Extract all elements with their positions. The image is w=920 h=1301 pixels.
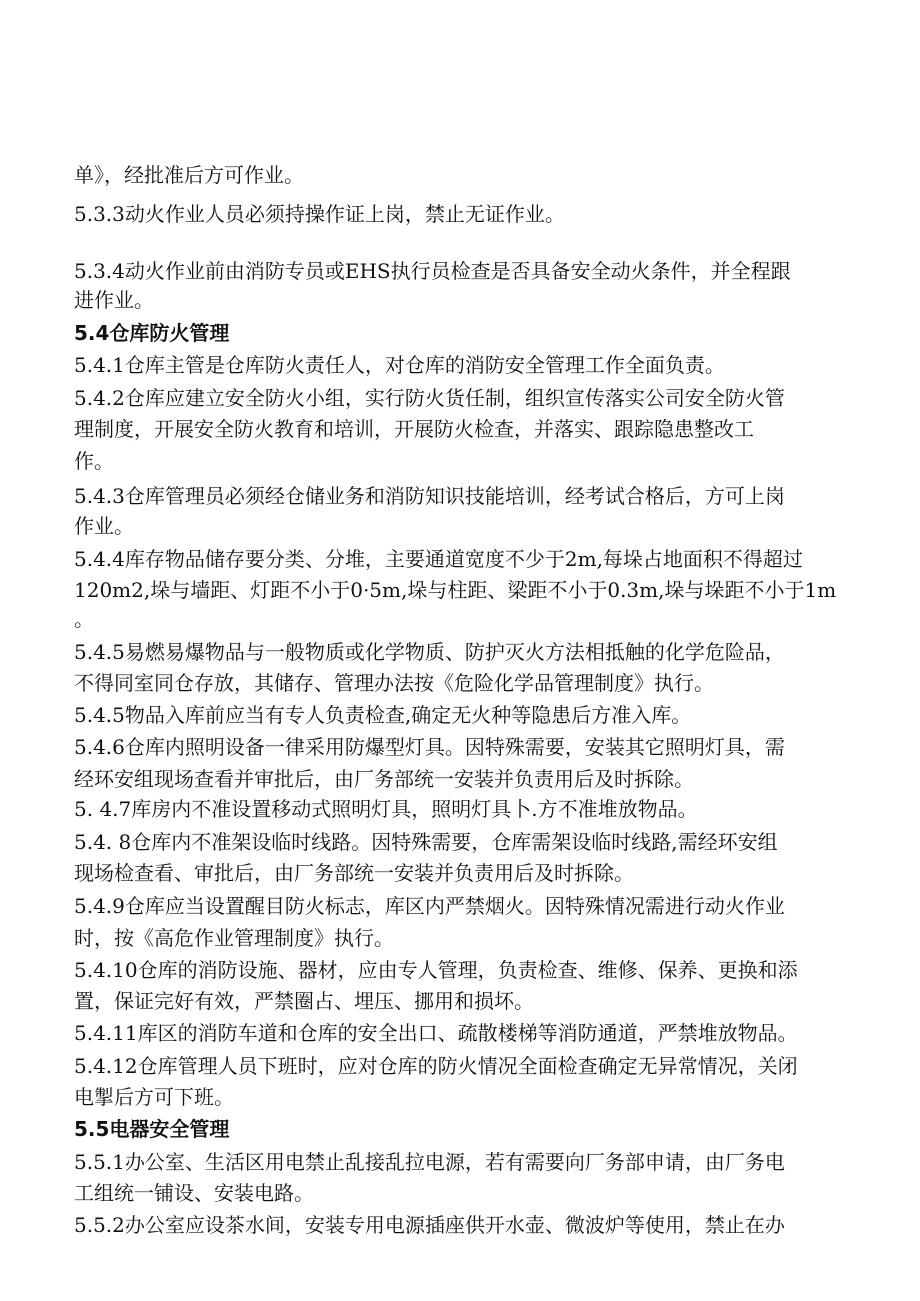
text-line: 电掣后方可下班。	[74, 1085, 234, 1109]
text-line: 5.4.6仓库内照明设备一律采用防爆型灯具。因特殊需要，安装其它照明灯具，需	[74, 735, 785, 759]
text-line: 置，保证完好有效，严禁圈占、埋压、挪用和损坏。	[74, 989, 534, 1013]
section-heading: 5.5电器安全管理	[74, 1117, 230, 1141]
section-heading: 5.4仓库防火管理	[74, 321, 230, 345]
text-line: 5.4.11库区的消防车道和仓库的安全出口、疏散楼梯等消防通道，严禁堆放物品。	[74, 1021, 798, 1045]
text-line: 5.4.5易燃易爆物品与一般物质或化学物质、防护灭火方法相抵触的化学危险品，	[74, 640, 785, 664]
text-line: 作业。	[74, 514, 134, 538]
text-line: 5.4.3仓库管理员必须经仓储业务和消防知识技能培训，经考试合格后，方可上岗	[74, 484, 785, 508]
text-line: 5.4.1仓库主管是仓库防火责任人，对仓库的消防安全管理工作全面负责。	[74, 353, 725, 377]
text-line: 5.4. 8仓库内不准架设临时线路。因特殊需要，仓库需架设临时线路,需经环安组	[74, 830, 778, 854]
text-line: 5.4.12仓库管理人员下班时，应对仓库的防火情况全面检查确定无异常情况，关闭	[74, 1054, 798, 1078]
text-line: 5.4.5物品入库前应当有专人负责检查,确定无火种等隐患后方准入库。	[74, 703, 692, 727]
text-line: 。	[74, 607, 94, 631]
text-line: 工组统一铺设、安装电路。	[74, 1181, 314, 1205]
text-line: 理制度，开展安全防火教育和培训，开展防火检查，并落实、跟踪隐患整改工	[74, 417, 754, 441]
text-line: 5.4.9仓库应当设置醒目防火标志，库区内严禁烟火。因特殊情况需进行动火作业	[74, 894, 785, 918]
text-line: 5. 4.7库房内不准设置移动式照明灯具，照明灯具卜.方不准堆放物品。	[74, 797, 698, 821]
text-line: 时，按《高危作业管理制度》执行。	[74, 926, 394, 950]
text-line: 5.4.4库存物品储存要分类、分堆，主要通道宽度不少于2m,每垛占地面积不得超过	[74, 547, 803, 571]
text-line: 单》，经批准后方可作业。	[74, 163, 304, 187]
text-line: 5.5.1办公室、生活区用电禁止乱接乱拉电源，若有需要向厂务部申请，由厂务电	[74, 1150, 785, 1174]
text-line: 5.4.10仓库的消防设施、器材，应由专人管理，负责检查、维修、保养、更换和添	[74, 958, 798, 982]
text-line: 120m2,垛与墙距、灯距不小于0·5m,垛与柱距、梁距不小于0.3m,垛与垛距不小于1m	[74, 578, 837, 602]
text-line: 经环安组现场查看并审批后，由厂务部统一安装并负责用后及时拆除。	[74, 767, 694, 791]
text-line: 作。	[74, 449, 114, 473]
text-line: 进作业。	[74, 288, 154, 312]
text-line: 5.5.2办公室应设茶水间，安装专用电源插座供开水壶、微波炉等使用，禁止在办	[74, 1213, 785, 1237]
text-line: 现场检查看、审批后，由厂务部统一安装并负责用后及时拆除。	[74, 861, 634, 885]
text-line: 5.4.2仓库应建立安全防火小组，实行防火货任制，组织宣传落实公司安全防火管	[74, 386, 785, 410]
text-line: 不得同室同仓存放，其储存、管理办法按《危险化学品管理制度》执行。	[74, 671, 714, 695]
text-line: 5.3.3动火作业人员必须持操作证上岗，禁止无证作业。	[74, 202, 565, 226]
text-line: 5.3.4动火作业前由消防专员或EHS执行员检查是否具备安全动火条件，并全程跟	[74, 259, 791, 283]
